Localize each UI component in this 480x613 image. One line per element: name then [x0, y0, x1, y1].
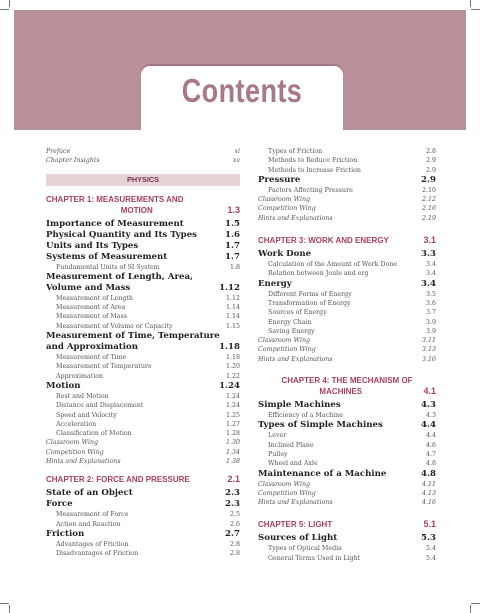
entry-page: 1.7 [225, 251, 240, 262]
entry-label: Rest and Motion [56, 392, 109, 400]
crop-mark [0, 9, 9, 10]
entry-page: 2.9 [425, 166, 436, 174]
toc-exercise-entry[interactable] [46, 448, 240, 457]
toc-subtopic-entry[interactable] [258, 318, 436, 327]
entry-label: Hints and Explanations [46, 458, 121, 466]
entry-page: 2.10 [421, 186, 436, 194]
toc-exercise-entry[interactable] [258, 204, 436, 213]
toc-topic-entry[interactable] [46, 283, 240, 294]
toc-topic-entry[interactable] [46, 529, 240, 540]
toc-subtopic-entry[interactable] [46, 353, 240, 362]
entry-page: 1.15 [225, 322, 240, 330]
entry-label: and Approximation [46, 342, 139, 353]
entry-label: State of an Object [46, 488, 133, 499]
entry-label: Measurement of Temperature [56, 363, 152, 371]
entry-page: 1.25 [225, 411, 240, 419]
entry-page: 2.9 [421, 174, 436, 185]
entry-label: Competition Wing [258, 205, 316, 213]
toc-topic-entry[interactable] [46, 272, 240, 283]
crop-mark [470, 0, 471, 7]
entry-label: Simple Machines [258, 400, 341, 411]
entry-label: Maintenance of a Machine [258, 468, 387, 479]
entry-label: Relation between Joule and erg [268, 270, 369, 278]
entry-label: Speed and Velocity [56, 411, 117, 419]
entry-page: 1.30 [225, 439, 240, 447]
toc-subtopic-entry[interactable] [46, 540, 240, 549]
toc-subtopic-entry[interactable] [46, 312, 240, 321]
entry-label: Volume and Mass [46, 282, 131, 293]
toc-exercise-entry[interactable] [258, 345, 436, 354]
entry-page: 3.6 [425, 299, 436, 307]
toc-exercise-entry[interactable] [46, 438, 240, 447]
entry-page: 1.12 [225, 294, 240, 302]
entry-page: 1.7 [225, 240, 240, 251]
entry-label: Saving Energy [268, 327, 315, 335]
entry-label: Measurement of Force [56, 511, 129, 519]
entry-label: Friction [46, 528, 85, 539]
entry-label: Advantages of Friction [56, 540, 129, 548]
crop-mark [471, 603, 480, 604]
entry-page: 5.4 [425, 545, 436, 553]
entry-page: 2.3 [225, 499, 240, 510]
entry-label: Fundamental Units of SI System [56, 263, 160, 271]
entry-page: 1.27 [225, 420, 240, 428]
toc-subtopic-entry[interactable] [258, 166, 436, 175]
entry-page: 1.34 [225, 448, 240, 456]
toc-topic-entry[interactable] [258, 400, 436, 411]
toc-subtopic-entry[interactable] [46, 520, 240, 529]
entry-page: 2.12 [421, 196, 436, 204]
entry-page: 1.24 [225, 402, 240, 410]
entry-label: Factors Affecting Pressure [268, 186, 353, 194]
entry-page: 1.38 [225, 458, 240, 466]
toc-topic-entry[interactable] [46, 331, 240, 342]
entry-label: Work Done [258, 249, 312, 260]
entry-label: Measurement of Volume or Capacity [56, 322, 173, 330]
toc-exercise-entry[interactable] [258, 336, 436, 345]
toc-subtopic-entry[interactable] [258, 308, 436, 317]
toc-subtopic-entry[interactable] [258, 441, 436, 450]
entry-label: Sources of Light [258, 533, 338, 544]
entry-label: Distance and Displacement [56, 402, 144, 410]
entry-label: Systems of Measurement [46, 251, 168, 262]
entry-page: 4.11 [421, 480, 436, 488]
entry-page: 1.22 [225, 372, 240, 380]
toc-subtopic-entry[interactable] [46, 549, 240, 558]
toc-subtopic-entry[interactable] [46, 411, 240, 420]
toc-topic-entry[interactable] [46, 252, 240, 263]
toc-subtopic-entry[interactable] [258, 459, 436, 468]
entry-label: Hints and Explanations [258, 355, 333, 363]
toc-exercise-entry[interactable] [46, 156, 240, 165]
toc-exercise-entry[interactable] [258, 214, 436, 223]
entry-label: Acceleration [56, 420, 97, 428]
entry-page: 2.19 [421, 214, 436, 222]
entry-page: 1.28 [225, 430, 240, 438]
entry-page: 3.9 [425, 318, 436, 326]
chapter-heading[interactable]: CHAPTER 1: MEASUREMENTS AND [46, 194, 184, 204]
entry-page: 2.9 [425, 157, 436, 165]
toc-exercise-entry[interactable] [46, 147, 240, 156]
entry-label: Classroom Wing [258, 480, 311, 488]
toc-subtopic-entry[interactable] [46, 372, 240, 381]
toc-exercise-entry[interactable] [258, 498, 436, 507]
toc-subtopic-entry[interactable] [258, 269, 436, 278]
entry-page: 2.6 [229, 520, 240, 528]
entry-label: Measurement of Length, Area, [46, 271, 194, 282]
crop-mark [9, 605, 10, 613]
section-band-physics: PHYSICS [46, 174, 240, 186]
entry-label: Types of Friction [268, 148, 323, 155]
entry-label: Units and Its Types [46, 240, 139, 251]
entry-page: 4.4 [421, 420, 436, 431]
entry-page: 2.8 [229, 550, 240, 558]
chapter-heading[interactable]: MACHINES 4.1 [319, 386, 436, 397]
toc-right-column [258, 147, 436, 563]
toc-exercise-entry[interactable] [258, 489, 436, 498]
entry-page: 4.4 [425, 432, 436, 440]
toc-subtopic-entry[interactable] [258, 544, 436, 553]
toc-topic-entry[interactable] [46, 230, 240, 241]
toc-topic-entry[interactable] [258, 533, 436, 544]
entry-label: Disadvantages of Friction [56, 550, 139, 558]
entry-label: Approximation [56, 372, 104, 380]
entry-page: 1.18 [225, 354, 240, 362]
entry-label: Physical Quantity and Its Types [46, 229, 197, 240]
entry-page: 5.4 [425, 554, 436, 562]
entry-page: 1.24 [219, 380, 240, 391]
crop-mark [9, 0, 10, 7]
entry-page: 4.13 [421, 489, 436, 497]
entry-label: Motion [46, 380, 81, 391]
entry-page: 3.4 [425, 261, 436, 269]
toc-subtopic-entry[interactable] [258, 299, 436, 308]
entry-page: 1.5 [225, 218, 240, 229]
toc-left-column [46, 147, 240, 559]
entry-page: 4.8 [425, 460, 436, 468]
entry-label: Measurement of Time [56, 354, 127, 362]
entry-label: Different Forms of Energy [268, 290, 352, 298]
toc-topic-entry[interactable] [258, 249, 436, 260]
entry-label: Measurement of Length [56, 294, 133, 302]
entry-label: Force [46, 499, 73, 510]
entry-label: Lever [268, 432, 287, 440]
toc-subtopic-entry[interactable] [46, 322, 240, 331]
toc-exercise-entry[interactable] [46, 457, 240, 466]
entry-label: Types of Simple Machines [258, 420, 383, 431]
entry-page: 1.20 [225, 363, 240, 371]
entry-page: 4.16 [421, 499, 436, 507]
entry-label: Transformation of Energy [268, 299, 351, 307]
crop-mark [471, 9, 480, 10]
entry-page: 1.14 [225, 304, 240, 312]
toc-subtopic-entry[interactable] [258, 186, 436, 195]
chapter-heading[interactable]: CHAPTER 2: FORCE AND PRESSURE 2.1 [46, 474, 240, 485]
entry-page: 4.3 [425, 412, 436, 420]
entry-page: 3.9 [425, 327, 436, 335]
toc-topic-entry[interactable] [46, 499, 240, 510]
toc-subtopic-entry[interactable] [258, 156, 436, 165]
entry-label: Hints and Explanations [258, 214, 333, 222]
toc-subtopic-entry[interactable] [46, 263, 240, 272]
entry-page: 3.7 [425, 309, 436, 317]
entry-label: Pulley [268, 450, 288, 458]
entry-page: 1.6 [225, 229, 240, 240]
entry-page: xv [232, 157, 240, 165]
entry-page: 4.6 [425, 441, 436, 449]
entry-label: Chapter Insights [46, 157, 100, 165]
toc-subtopic-entry[interactable] [258, 290, 436, 299]
entry-label: General Terms Used in Light [268, 554, 361, 562]
toc-exercise-entry[interactable] [258, 195, 436, 204]
entry-page: 3.13 [421, 346, 436, 354]
entry-label: Inclined Plane [268, 441, 314, 449]
entry-label: Pressure [258, 174, 301, 185]
entry-label: Classroom Wing [258, 196, 311, 204]
toc-exercise-entry[interactable] [258, 355, 436, 364]
entry-page: 1.24 [225, 392, 240, 400]
entry-label: Methods to Reduce Friction [268, 157, 358, 165]
toc-topic-entry[interactable] [258, 420, 436, 431]
entry-page: 3.4 [421, 278, 436, 289]
crop-mark [470, 605, 471, 613]
entry-page: 3.5 [425, 290, 436, 298]
entry-label: Competition Wing [46, 448, 104, 456]
entry-page: 4.8 [421, 468, 436, 479]
chapter-heading[interactable]: MOTION 1.3 [120, 204, 240, 215]
toc-topic-entry[interactable] [258, 175, 436, 186]
toc-topic-entry[interactable] [258, 469, 436, 480]
entry-label: Methods to Increase Friction [268, 166, 361, 174]
entry-label: Preface [46, 148, 71, 155]
entry-label: Energy [258, 278, 292, 289]
toc-subtopic-entry[interactable] [46, 303, 240, 312]
entry-label: Measurement of Time, Temperature [46, 331, 220, 342]
entry-page: 3.11 [421, 337, 436, 345]
toc-subtopic-entry[interactable] [258, 431, 436, 440]
entry-page: 2.7 [225, 528, 240, 539]
entry-page: 1.8 [229, 263, 240, 271]
entry-label: Classroom Wing [46, 439, 99, 447]
entry-page: 1.18 [219, 342, 240, 353]
entry-label: Types of Optical Media [268, 545, 342, 553]
entry-label: Efficiency of a Machine [268, 412, 343, 420]
toc-subtopic-entry[interactable] [258, 450, 436, 459]
toc-subtopic-entry[interactable] [46, 362, 240, 371]
entry-page: 2.8 [425, 148, 436, 155]
entry-label: Calculation of the Amount of Work Done [268, 261, 398, 269]
entry-page: 3.16 [421, 355, 436, 363]
entry-page: 5.3 [421, 533, 436, 544]
entry-label: Action and Reaction [56, 520, 121, 528]
entry-label: Classroom Wing [258, 337, 311, 345]
entry-page: 1.14 [225, 313, 240, 321]
entry-label: Measurement of Area [56, 304, 126, 312]
entry-label: Classification of Motion [56, 430, 132, 438]
entry-page: 3.3 [421, 249, 436, 260]
entry-page: xi [234, 148, 240, 155]
toc-topic-entry[interactable] [46, 241, 240, 252]
toc-subtopic-entry[interactable] [46, 420, 240, 429]
toc-subtopic-entry[interactable] [258, 411, 436, 420]
entry-page: 4.7 [425, 450, 436, 458]
entry-label: Sources of Energy [268, 309, 327, 317]
toc-subtopic-entry[interactable] [46, 429, 240, 438]
page-title: Contents [181, 72, 303, 109]
entry-label: Wheel and Axle [268, 460, 318, 468]
toc-topic-entry[interactable] [46, 219, 240, 230]
toc-subtopic-entry[interactable] [46, 510, 240, 519]
entry-page: 2.3 [225, 488, 240, 499]
entry-label: Hints and Explanations [258, 499, 333, 507]
chapter-heading[interactable]: CHAPTER 4: THE MECHANISM OF [281, 376, 413, 386]
toc-subtopic-entry[interactable] [258, 147, 436, 156]
entry-label: Importance of Measurement [46, 218, 184, 229]
toc-topic-entry[interactable] [46, 488, 240, 499]
entry-page: 2.8 [229, 540, 240, 548]
chapter-heading[interactable]: CHAPTER 3: WORK AND ENERGY 3.1 [258, 235, 436, 246]
entry-label: Measurement of Mass [56, 313, 128, 321]
entry-page: 4.3 [421, 400, 436, 411]
toc-subtopic-entry[interactable] [46, 294, 240, 303]
toc-topic-entry[interactable] [258, 279, 436, 290]
toc-subtopic-entry[interactable] [46, 401, 240, 410]
chapter-heading[interactable]: CHAPTER 5: LIGHT 5.1 [258, 519, 436, 530]
entry-page: 2.16 [421, 205, 436, 213]
toc-subtopic-entry[interactable] [258, 327, 436, 336]
toc-subtopic-entry[interactable] [258, 260, 436, 269]
crop-mark [0, 603, 9, 604]
toc-subtopic-entry[interactable] [46, 392, 240, 401]
entry-label: Competition Wing [258, 489, 316, 497]
entry-page: 3.4 [425, 270, 436, 278]
toc-topic-entry[interactable] [46, 342, 240, 353]
toc-exercise-entry[interactable] [258, 480, 436, 489]
toc-topic-entry[interactable] [46, 381, 240, 392]
entry-page: 1.12 [219, 282, 240, 293]
entry-page: 2.5 [229, 511, 240, 519]
toc-subtopic-entry[interactable] [258, 554, 436, 563]
entry-label: Competition Wing [258, 346, 316, 354]
entry-label: Energy Chain [268, 318, 312, 326]
